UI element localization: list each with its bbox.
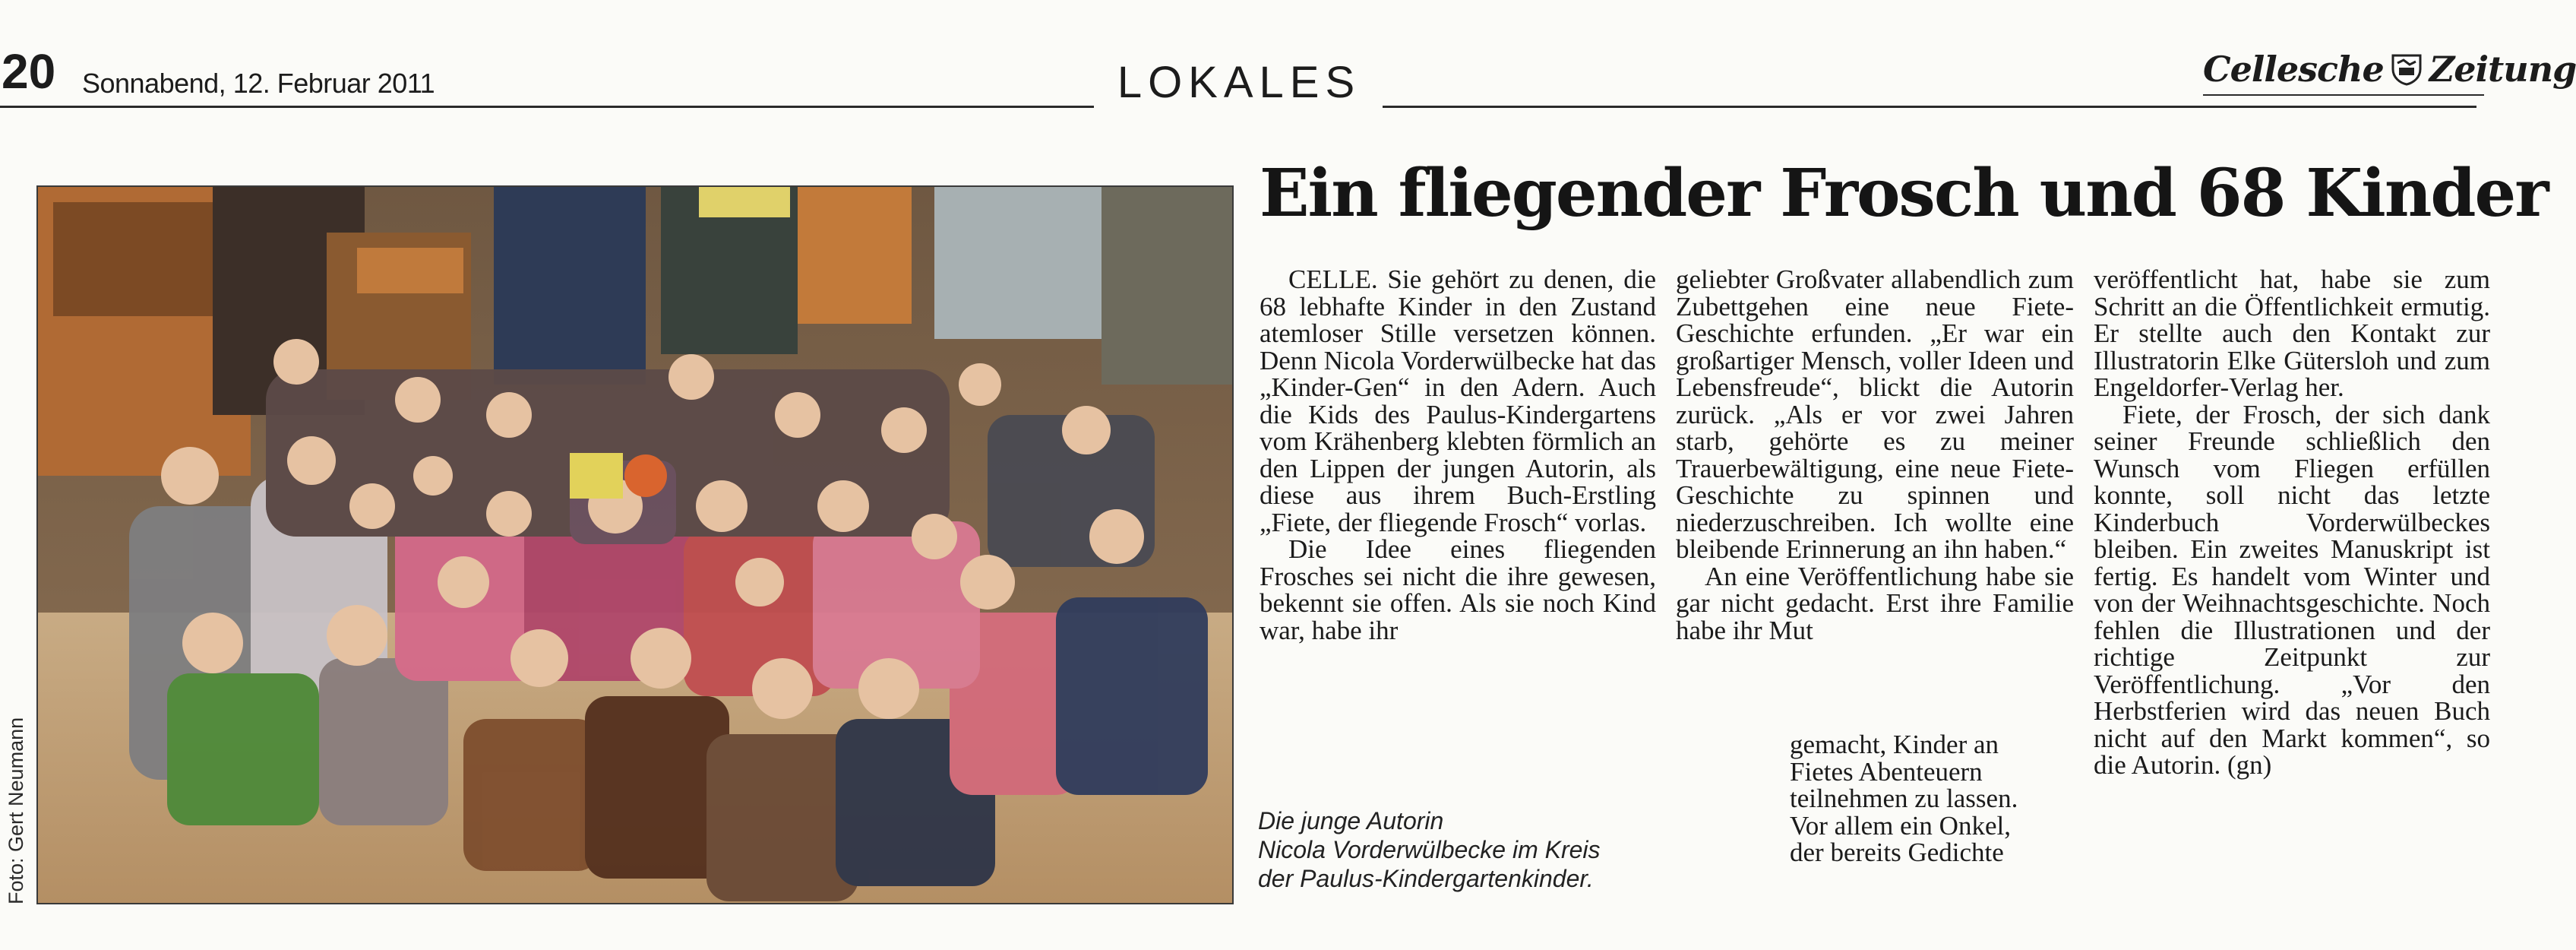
header-rule-left: [0, 106, 1094, 108]
masthead-rule: [2203, 94, 2484, 96]
photo-credit: Foto: Gert Neumann: [5, 717, 27, 904]
article-line: Vor allem ein Onkel,: [1790, 810, 2011, 841]
article-column-2: [1676, 266, 2074, 644]
group-photo: [36, 185, 1234, 904]
article-paragraph: Fiete, der Frosch, der sich dank seiner Freunde schließlich den Wunsch vom Fliegen erfüllen konnte, soll nicht das letzte Kinderbuch Vorderwülbeckes bleiben. Ein zweites Manuskript ist fertig. Es handelt vom Winter und von der Weihnachtsgeschichte. Noch fehlen die Illustrationen und der richtige Zeitpunkt zur Veröffentlichung. „Vor den Herbstferien wird das neuen Buch nicht auf den Markt kommen“, so die Autorin. (gn): [2094, 399, 2490, 780]
caption-line: Die junge Autorin: [1258, 807, 1444, 834]
article-line: gemacht, Kinder an: [1790, 730, 1999, 759]
caption-line: der Paulus-Kindergartenkinder.: [1258, 865, 1594, 892]
masthead-word-right: Zeitung: [2429, 49, 2576, 90]
section-title: LOKALES: [1117, 58, 1361, 107]
article-column-1: [1260, 266, 1656, 644]
caption-line: Nicola Vorderwülbecke im Kreis: [1258, 836, 1601, 863]
article-headline: Ein fliegender Frosch und 68 Kinder: [1260, 155, 2548, 232]
newspaper-masthead: [2203, 46, 2576, 93]
masthead-word-left: Cellesche: [2203, 49, 2384, 90]
article-paragraph: veröffentlicht hat, habe sie zum Schritt an die Öffentlichkeit ermutig. Er stellte auch den Kontakt zur Illustratorin Elke Gütersloh und zum Engeldorfer-Verlag her.: [2094, 264, 2490, 402]
header-rule-right: [1383, 106, 2476, 108]
article-line: Fietes Abenteuern: [1790, 756, 1983, 787]
article-paragraph: An eine Veröffentlichung habe sie gar nicht gedacht. Erst ihre Familie habe ihr Mut: [1676, 561, 2074, 645]
photo-caption: [1258, 806, 1683, 893]
page-number: 20: [2, 44, 56, 99]
article-column-2-tail: [1676, 731, 2074, 866]
coat-of-arms-icon: [2390, 52, 2423, 86]
article-line: teilnehmen zu lassen.: [1790, 784, 2018, 813]
article-paragraph: Die Idee eines fliegenden Frosches sei nicht die ihre gewesen, bekennt sie offen. Als sie noch Kind war, habe ihr: [1260, 534, 1656, 645]
article-paragraph: geliebter Großvater allabendlich zum Zubettgehen eine neue Fiete-Geschichte erfunden. „Er war ein großartiger Mensch, voller Ideen und Lebensfreude“, blickt die Autorin zurück. „Als er vor zwei Jahren starb, gehörte es zu meiner Trauerbewältigung, eine neue Fiete-Geschichte zu spinnen und niederzuschreiben. Ich wollte eine bleibende Erinnerung an ihn haben.“: [1676, 264, 2074, 564]
article-line: der bereits Gedichte: [1790, 838, 2004, 867]
article-paragraph: CELLE. Sie gehört zu denen, die 68 lebhafte Kinder in den Zustand atemloser Stille versetzen können. Denn Nicola Vorderwülbecke hat das „Kinder-Gen“ in den Adern. Auch die Kids des Paulus-Kindergartens vom Krähenberg klebten förmlich an den Lippen der jungen Autorin, als diese aus ihrem Buch-Erstling „Fiete, der fliegende Frosch“ vorlas.: [1260, 264, 1656, 537]
issue-date: Sonnabend, 12. Februar 2011: [82, 68, 435, 99]
article-column-3: [2094, 266, 2490, 779]
